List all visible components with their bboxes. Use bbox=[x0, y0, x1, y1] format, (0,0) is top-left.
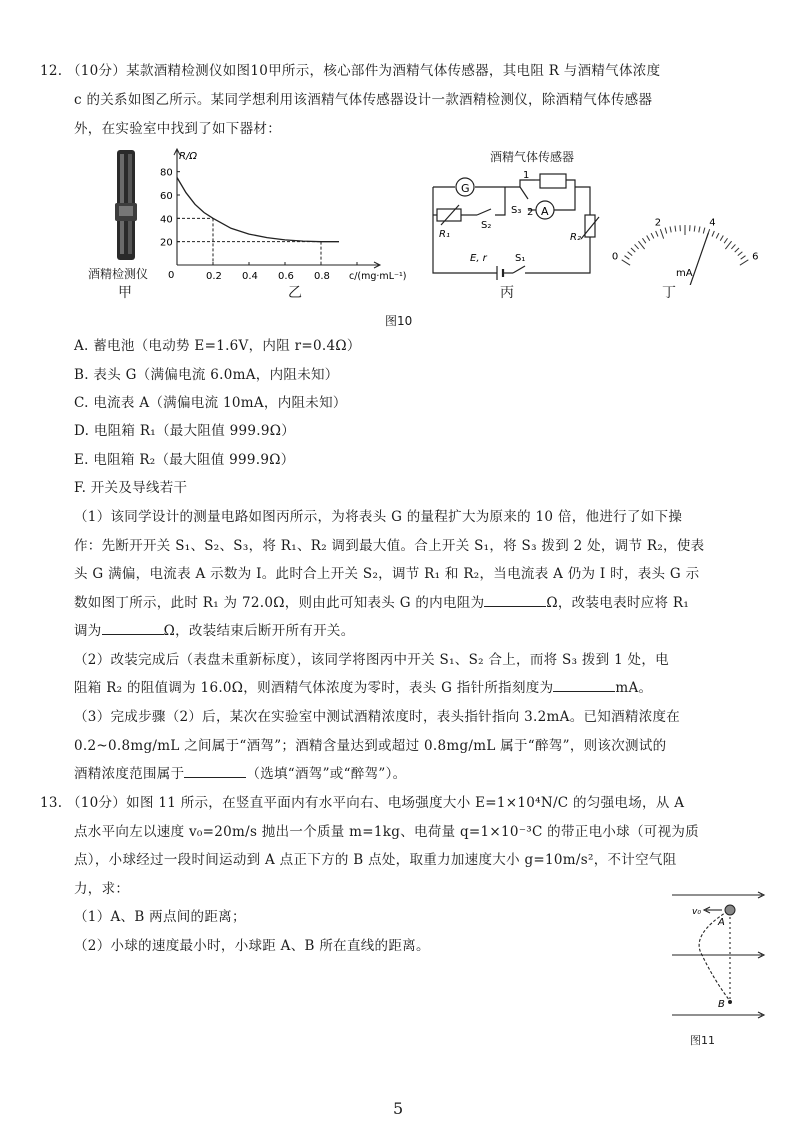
x-tick-label: 0.4 bbox=[242, 271, 258, 282]
switch-pos-1: 1 bbox=[523, 170, 530, 181]
q12-intro-line-1: 12. （10分）某款酒精检测仪如图10甲所示，核心部件为酒精气体传感器，其电阻 R 与酒精气体浓度 bbox=[40, 63, 661, 79]
y-tick-label: 40 bbox=[160, 214, 173, 226]
r-c-chart bbox=[150, 145, 420, 285]
q13-line-4: 力，求： bbox=[74, 881, 130, 897]
part3-line-1: （3）完成步骤（2）后，某次在实验室中测试酒精浓度时，表头指针指向 3.2mA。已知酒精浓度在 bbox=[74, 709, 681, 725]
dial-tick bbox=[656, 231, 658, 237]
field-trajectory-figure bbox=[670, 885, 770, 1025]
dial-tick bbox=[638, 241, 644, 249]
point-a-label: A bbox=[718, 917, 725, 928]
part1-line-3: 头 G 满偏，电流表 A 示数为 I。此时合上开关 S₂，调节 R₁ 和 R₂，当电流表 A 仍为 I 时，表头 G 示 bbox=[74, 566, 700, 582]
answer-blank-category[interactable] bbox=[184, 763, 246, 778]
figure-11-caption: 图11 bbox=[690, 1034, 715, 1047]
dial-tick bbox=[720, 236, 723, 241]
meter-dial bbox=[600, 205, 770, 285]
q13-sub-1: （1）A、B 两点间的距离； bbox=[74, 909, 246, 925]
dial-tick bbox=[712, 231, 714, 237]
origin-label: 0 bbox=[168, 270, 175, 281]
option-c: C. 电流表 A（满偏电流 10mA，内阻未知） bbox=[74, 395, 347, 411]
dial-tick bbox=[740, 260, 748, 265]
dial-tick bbox=[628, 252, 633, 256]
q13-line-3: 点），小球经过一段时间运动到 A 点正下方的 B 点处，取重力加速度大小 g=10m/s²，不计空气阻 bbox=[74, 852, 677, 868]
part1-line-1: （1）该同学设计的测量电路如图丙所示，为将表头 G 的量程扩大为原来的 10 倍，他进行了如下操 bbox=[74, 509, 683, 525]
detector-label: 酒精检测仪 bbox=[88, 267, 149, 281]
dial-tick bbox=[660, 229, 663, 238]
part1-line-5: 调为 Ω，改装结束后断开所有开关。 bbox=[74, 620, 355, 642]
dial-tick bbox=[635, 244, 639, 248]
option-b: B. 表头 G（满偏电流 6.0mA，内阻未知） bbox=[74, 367, 339, 383]
figure-bing-label: 丙 bbox=[500, 285, 514, 301]
option-e: E. 电阻箱 R₂（最大阻值 999.9Ω） bbox=[74, 452, 295, 468]
x-tick-label: 0.6 bbox=[278, 271, 294, 282]
a-meter-symbol: A bbox=[541, 205, 549, 218]
answer-blank-rg[interactable] bbox=[484, 592, 546, 607]
q12-intro-line-3: 外，在实验室中找到了如下器材： bbox=[74, 121, 281, 137]
measurement-circuit bbox=[425, 145, 605, 280]
option-d: D. 电阻箱 R₁（最大阻值 999.9Ω） bbox=[74, 423, 296, 439]
figure-yi-label: 乙 bbox=[288, 285, 302, 301]
s2-label: S₂ bbox=[481, 220, 492, 231]
y-axis-label: R/Ω bbox=[179, 151, 197, 162]
dial-tick bbox=[724, 238, 727, 243]
page-number: 5 bbox=[393, 1099, 404, 1118]
r1-label: R₁ bbox=[439, 229, 450, 240]
dial-tick bbox=[703, 228, 705, 234]
y-tick-label: 60 bbox=[160, 191, 173, 202]
dial-tick bbox=[631, 248, 635, 252]
dial-tick bbox=[741, 256, 746, 260]
answer-blank-ma[interactable] bbox=[553, 677, 615, 692]
figure-ding-label: 丁 bbox=[662, 285, 676, 301]
dial-tick-label: 2 bbox=[654, 217, 662, 229]
y-tick-label: 80 bbox=[160, 167, 173, 179]
part3-line-2: 0.2~0.8mg/mL 之间属于“酒驾”；酒精含量达到或超过 0.8mg/mL 属于“醉驾”，则该次测试的 bbox=[74, 738, 667, 754]
dial-tick-label: 4 bbox=[709, 217, 716, 229]
dial-tick bbox=[651, 233, 654, 238]
v0-label: v₀ bbox=[692, 907, 701, 917]
s1-label: S₁ bbox=[515, 253, 526, 264]
dial-tick bbox=[699, 227, 700, 233]
dial-unit-label: mA bbox=[676, 268, 693, 279]
q13-line-1: 13. （10分）如图 11 所示，在竖直平面内有水平向右、电场强度大小 E=1×10⁴N/C 的匀强电场，从 A bbox=[40, 795, 685, 811]
dial-tick bbox=[694, 226, 695, 232]
switch-pos-2: 2 bbox=[527, 207, 534, 218]
figure-10-caption: 图10 bbox=[385, 314, 413, 328]
part2-line-2: 阻箱 R₂ 的阻值调为 16.0Ω，则酒精气体浓度为零时，表头 G 指针所指刻度为 mA。 bbox=[74, 677, 652, 699]
x-tick-label: 0.2 bbox=[206, 271, 222, 282]
dial-tick bbox=[716, 233, 719, 238]
s3-label: S₃ bbox=[511, 205, 522, 216]
x-tick-label: 0.8 bbox=[314, 271, 330, 282]
part3-line-3: 酒精浓度范围属于 （选填“酒驾”或“醉驾”）。 bbox=[74, 763, 406, 785]
option-a: A. 蓄电池（电动势 E=1.6V，内阻 r=0.4Ω） bbox=[74, 338, 361, 354]
option-f: F. 开关及导线若干 bbox=[74, 480, 188, 496]
dial-tick bbox=[647, 236, 650, 241]
q12-intro-line-2: c 的关系如图乙所示。某同学想利用该酒精气体传感器设计一款酒精检测仪，除酒精气体传感器 bbox=[74, 92, 653, 108]
q13-sub-2: （2）小球的速度最小时，小球距 A、B 所在直线的距离。 bbox=[74, 938, 430, 954]
dial-tick-label: 6 bbox=[752, 251, 759, 263]
answer-blank-r1[interactable] bbox=[102, 620, 164, 635]
dial-tick bbox=[731, 244, 735, 248]
y-tick-label: 20 bbox=[160, 237, 173, 249]
dial-tick bbox=[675, 226, 676, 232]
point-b-label: B bbox=[718, 999, 725, 1010]
dial-tick bbox=[622, 260, 630, 265]
dial-tick bbox=[735, 248, 739, 252]
dial-tick bbox=[665, 228, 667, 234]
sensor-label: 酒精气体传感器 bbox=[490, 150, 575, 164]
x-axis-label: c/(mg·mL⁻¹) bbox=[349, 271, 407, 282]
dial-tick-label: 0 bbox=[611, 251, 619, 263]
dial-tick bbox=[625, 256, 630, 260]
part1-line-4: 数如图丁所示，此时 R₁ 为 72.0Ω，则由此可知表头 G 的内电阻为 Ω，改装电表时应将 R₁ bbox=[74, 592, 689, 614]
r-c-curve bbox=[177, 178, 339, 242]
part1-line-2: 作：先断开开关 S₁、S₂、S₃，将 R₁、R₂ 调到最大值。合上开关 S₁，将 S₃ 拨到 2 处，调节 R₂，使表 bbox=[74, 538, 705, 554]
dial-tick bbox=[670, 227, 671, 233]
part2-line-1: （2）改装完成后（表盘未重新标度），该同学将图丙中开关 S₁、S₂ 合上，而将 S₃ 拨到 1 处，电 bbox=[74, 652, 669, 668]
dial-tick bbox=[642, 238, 645, 243]
dial-tick bbox=[738, 252, 743, 256]
battery-label: E, r bbox=[470, 253, 487, 264]
g-meter-symbol: G bbox=[461, 182, 470, 195]
q13-line-2: 点水平向左以速度 v₀=20m/s 抛出一个质量 m=1kg、电荷量 q=1×10⁻³C 的带正电小球（可视为质 bbox=[74, 824, 699, 840]
r2-label: R₂ bbox=[570, 232, 581, 243]
dial-tick bbox=[725, 241, 731, 249]
figure-jia-label: 甲 bbox=[118, 285, 132, 301]
